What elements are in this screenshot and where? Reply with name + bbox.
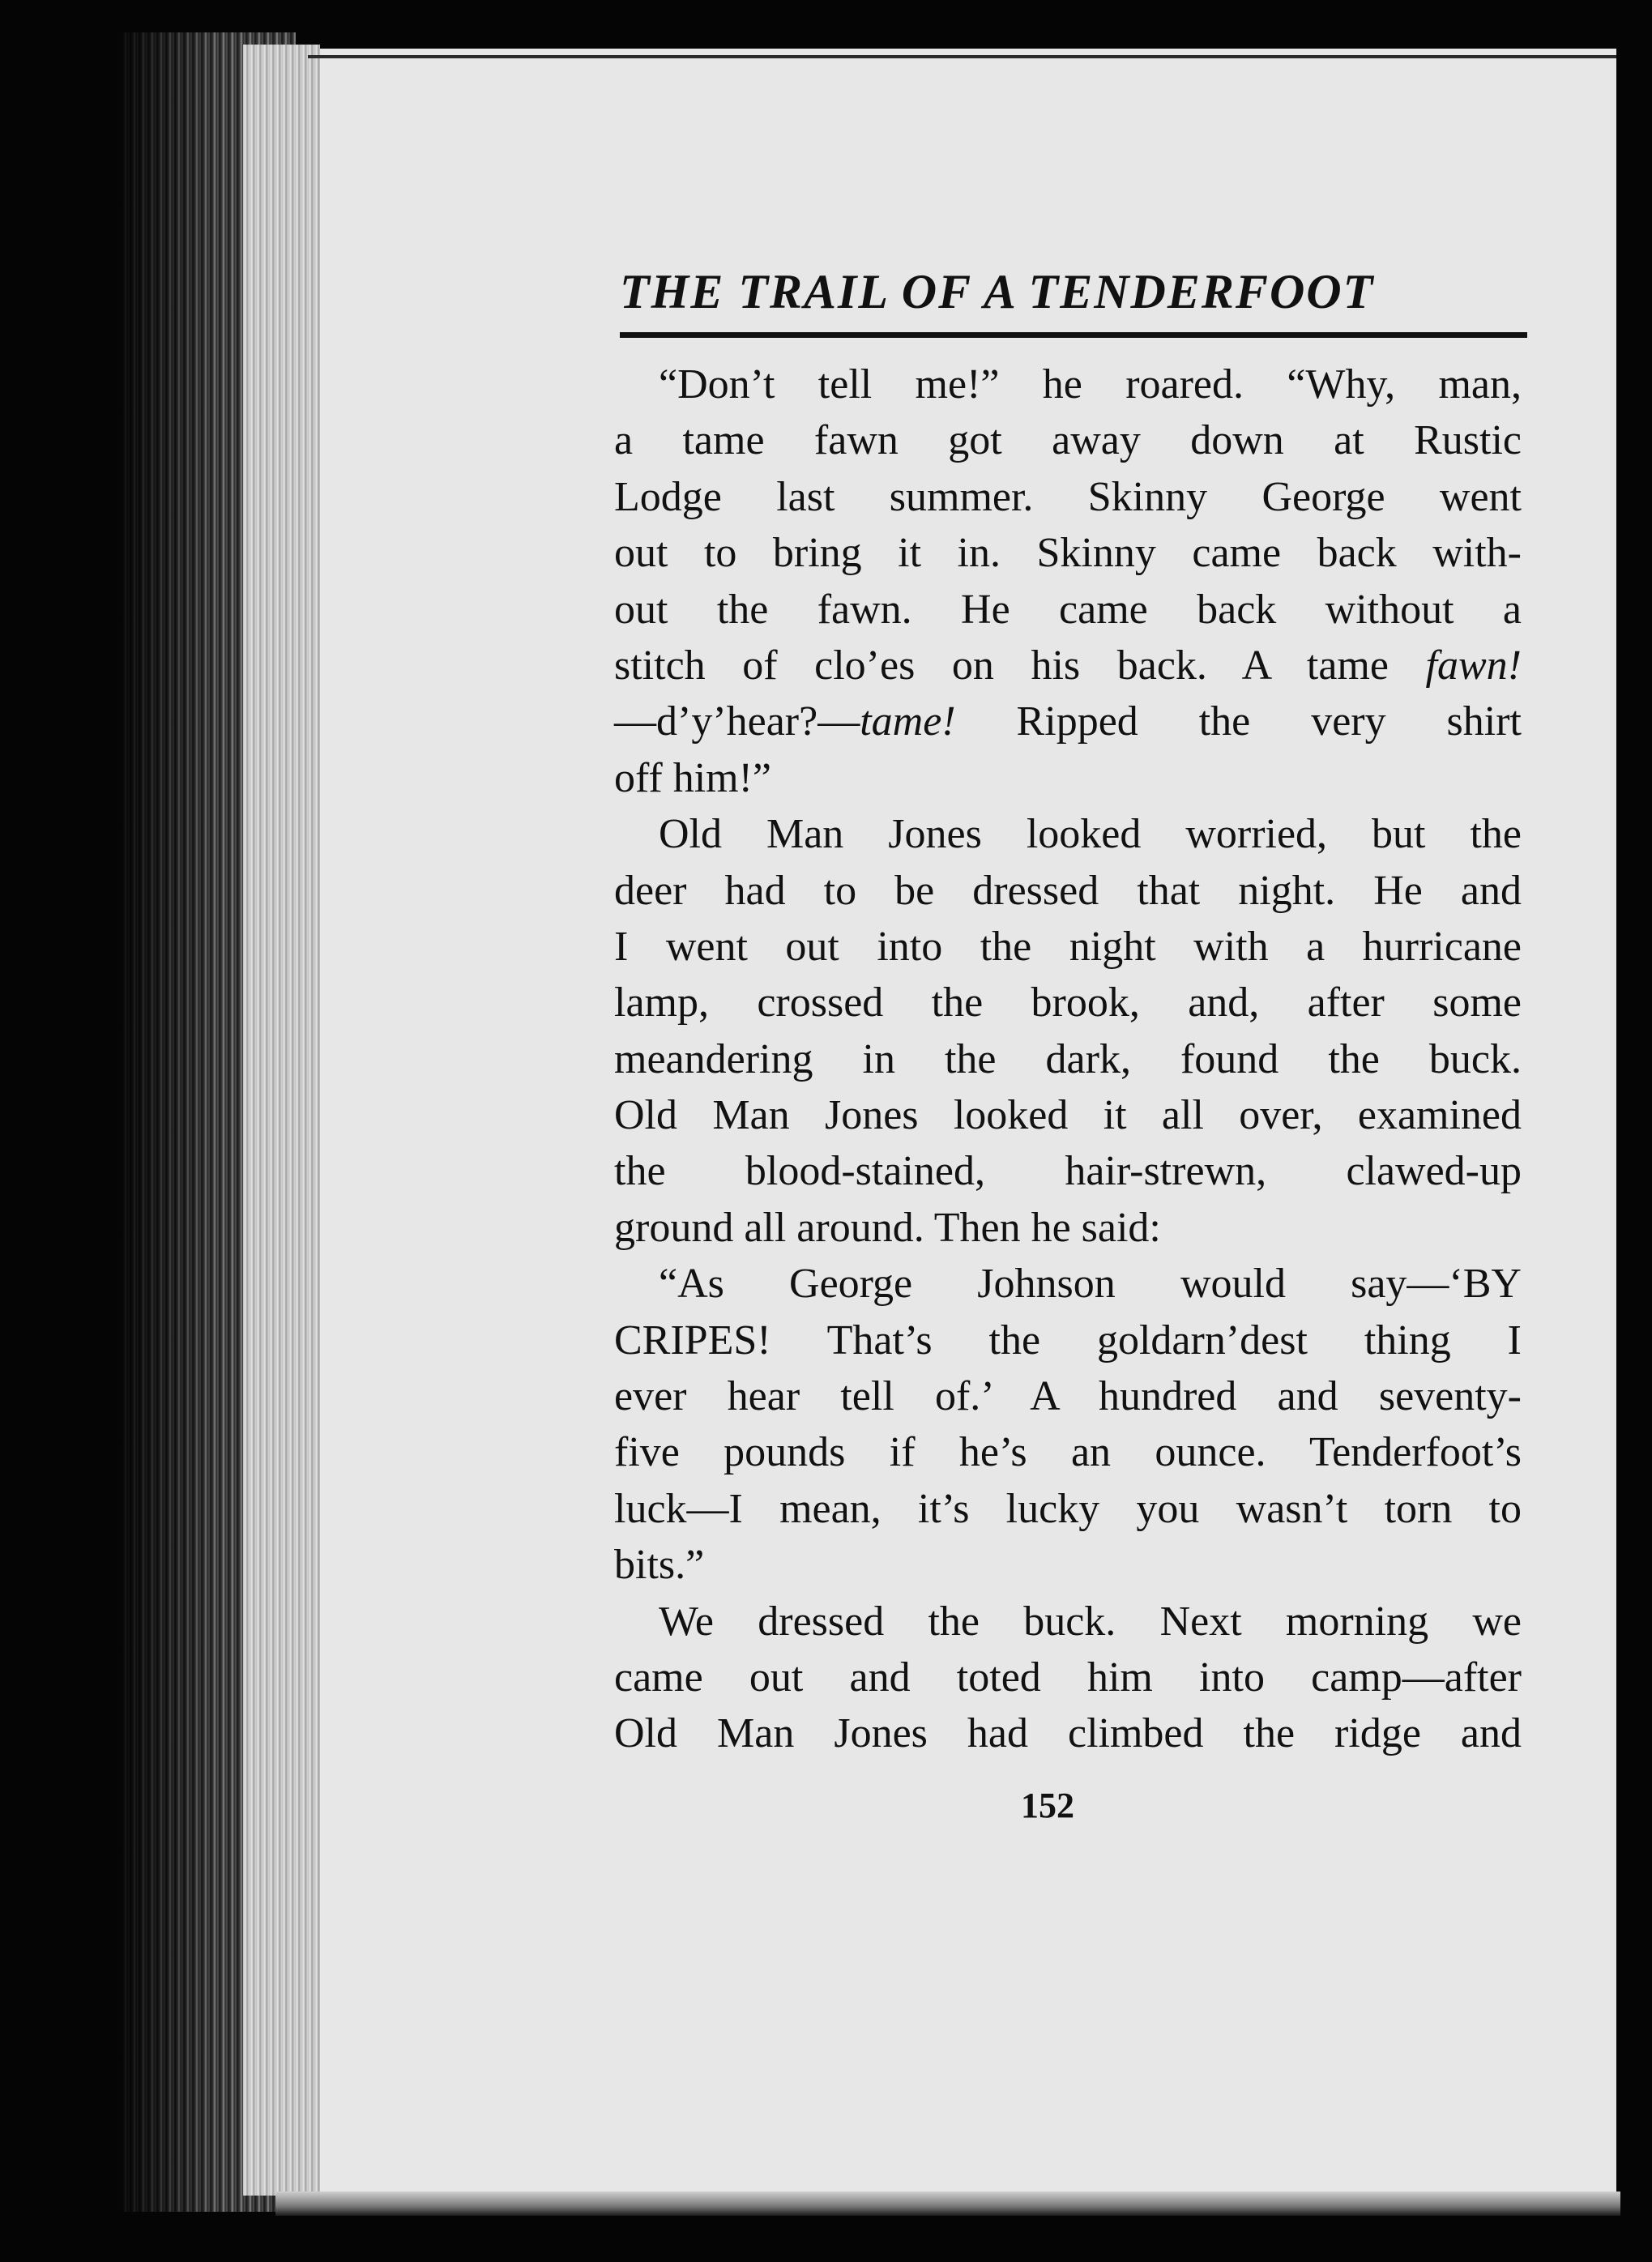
book-page-edges-light [243,45,320,2196]
text-line: bits.” [614,1542,705,1589]
text-line: came out and toted him into camp—after [614,1654,1522,1701]
text-line: “Don’t tell me!” he roared. “Why, man, [659,361,1522,408]
text-line: meandering in the dark, found the buck. [614,1035,1522,1082]
text-run: —d’y’hear?— [614,698,860,745]
text-line: CRIPES! That’s the goldarn’dest thing I [614,1317,1522,1364]
text-line [614,638,1522,694]
text-line: We dressed the buck. Next morning we [659,1598,1522,1645]
page-top-edge [308,55,1616,58]
body-text [614,356,1522,1762]
text-line: I went out into the night with a hurricane [614,923,1522,970]
text-line: five pounds if he’s an ounce. Tenderfoot’s [614,1429,1522,1476]
running-head-rule [620,332,1527,338]
text-line: lamp, crossed the brook, and, after some [614,979,1522,1026]
text-line: out to bring it in. Skinny came back with- [614,530,1522,577]
page-number: 152 [1021,1786,1074,1825]
text-line: Old Man Jones had climbed the ridge and [614,1710,1522,1757]
book-spine-shadow [122,32,219,2212]
text-line: off him!” [614,754,771,801]
text-run-italic: tame! [860,698,956,745]
text-line: out the fawn. He came back without a [614,586,1522,633]
text-line: Old Man Jones looked it all over, examined [614,1092,1522,1139]
text-line: the blood-stained, hair-strewn, clawed-up [614,1148,1522,1195]
text-line: ever hear tell of.’ A hundred and seventy- [614,1373,1522,1420]
text-line: Old Man Jones looked worried, but the [659,811,1522,858]
text-run: Ripped the very shirt [955,698,1522,745]
text-run: stitch of clo’es on his back. A tame [614,642,1426,689]
text-run-italic: fawn! [1425,642,1522,689]
text-line: “As George Johnson would say—‘BY [659,1261,1522,1308]
text-line: Lodge last summer. Skinny George went [614,473,1522,520]
page-bottom-edge [275,2192,1620,2216]
text-line: a tame fawn got away down at Rustic [614,417,1522,464]
text-line: ground all around. Then he said: [614,1204,1161,1251]
running-head: THE TRAIL OF A TENDERFOOT [620,265,1375,318]
text-line: luck—I mean, it’s lucky you wasn’t torn to [614,1485,1522,1532]
text-line: deer had to be dressed that night. He and [614,867,1522,914]
text-line [614,694,1522,749]
